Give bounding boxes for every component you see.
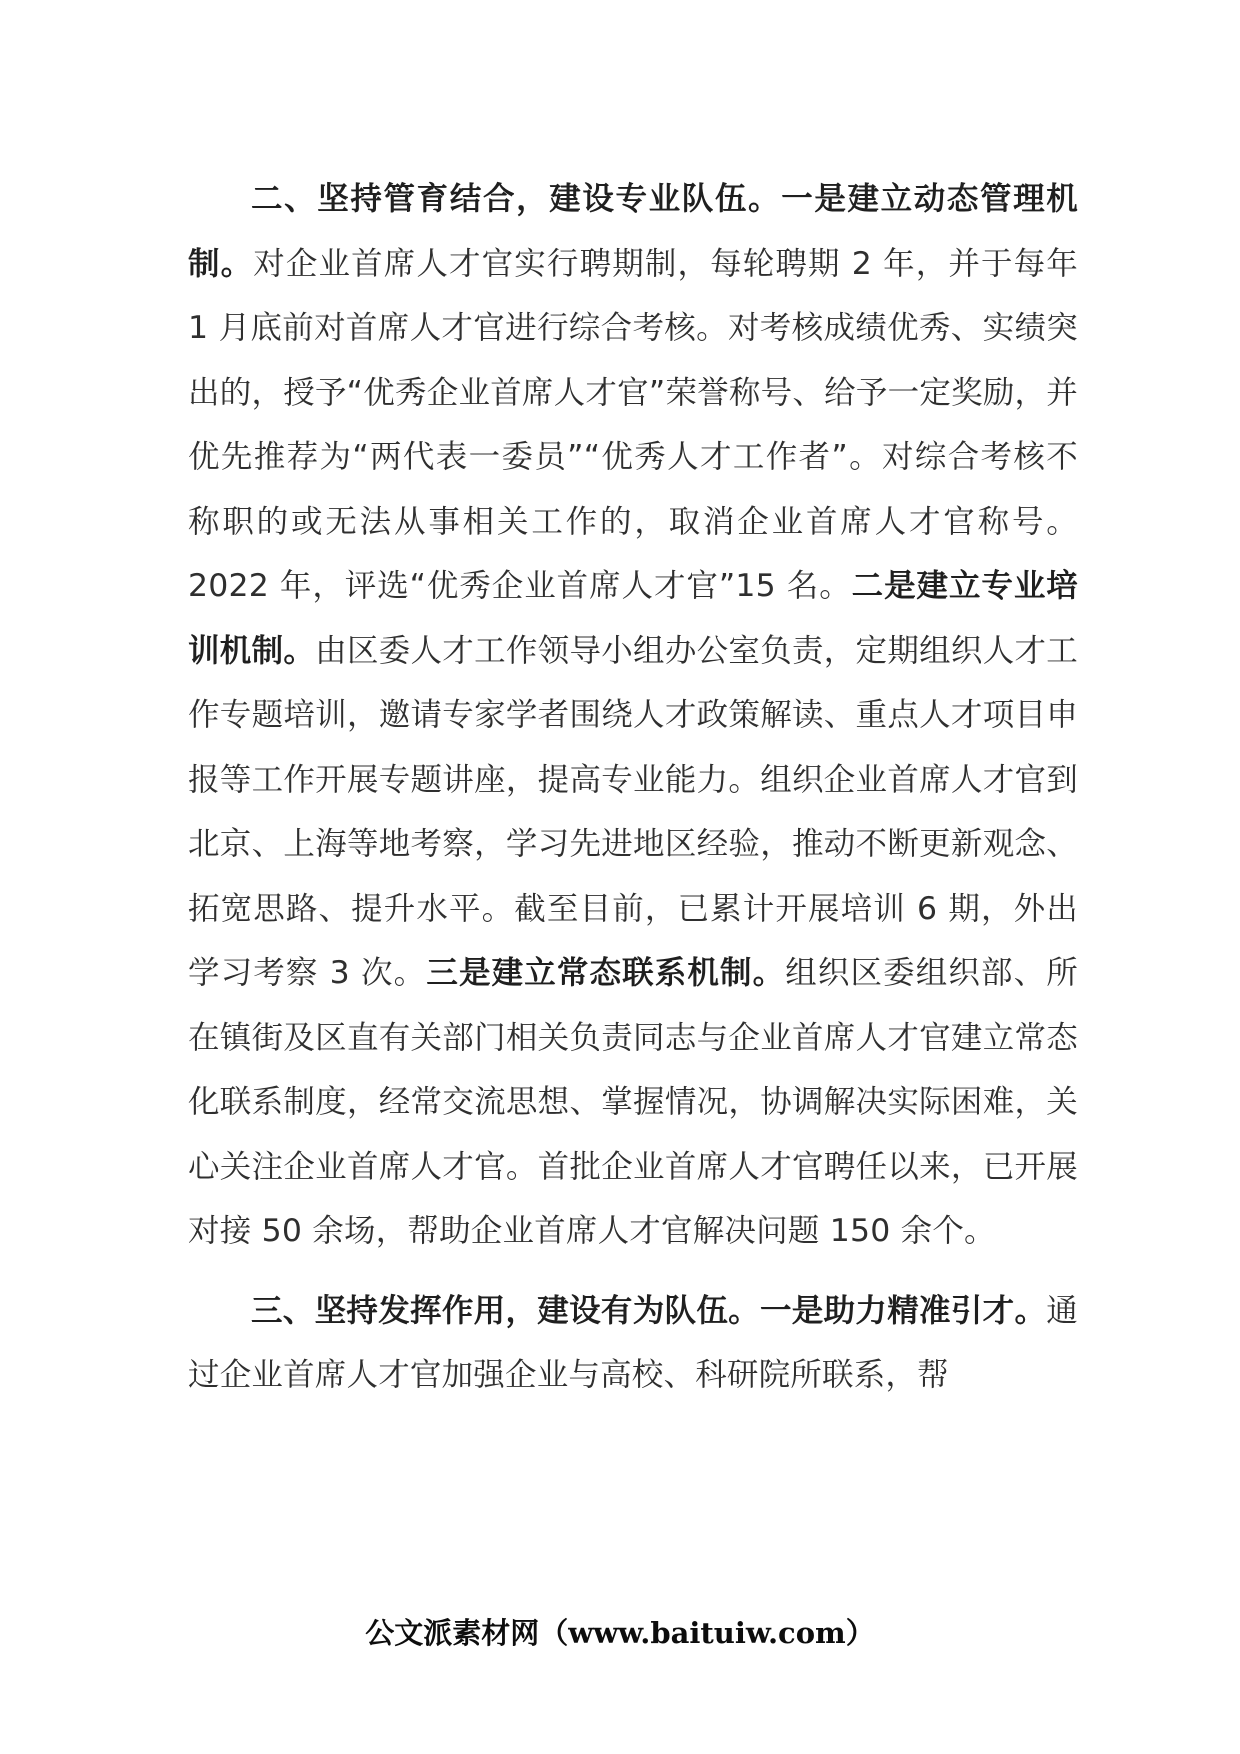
document-body bbox=[188, 167, 1078, 1408]
heading-section-three-run: 三、坚持发挥作用，建设有为队伍。一是助力精准引才。 bbox=[251, 1292, 1047, 1329]
body-text-run: 由区委人才工作领导小组办公室负责，定期组织人才工作专题培训，邀请专家学者围绕人才政策解读、重点人才项目申报等工作开展专题讲座，提高专业能力。组织企业首席人才官到北京、上海等地考察，学习先进地区经验，推动不断更新观念、拓宽思路、提升水平。截至目前，已累计开展培训 6 期，外出学习考察 3 次。 bbox=[188, 632, 1078, 991]
body-text-run: 组织区委组织部、所在镇街及区直有关部门相关负责同志与企业首席人才官建立常态化联系制度，经常交流思想、掌握情况，协调解决实际困难，关心关注企业首席人才官。首批企业首席人才官聘任以来，已开展对接 50 余场，帮助企业首席人才官解决问题 150 余个。 bbox=[188, 955, 1078, 1249]
paragraph-section-two bbox=[188, 167, 1078, 1264]
paragraph-section-three bbox=[188, 1279, 1078, 1408]
body-text-run: 通过企业首席人才官加强企业与高校、科研院所联系，帮 bbox=[188, 1292, 1078, 1393]
body-text-run: 对企业首席人才官实行聘期制，每轮聘期 2 年，并于每年 1 月底前对首席人才官进行综合考核。对考核成绩优秀、实绩突出的，授予“优秀企业首席人才官”荣誉称号、给予一定奖励，并优先推荐为“两代表一委员”“优秀人才工作者”。对综合考核不称职的或无法从事相关工作的，取消企业首席人才官称号。2022 年，评选“优秀企业首席人才官”15 名。 bbox=[188, 245, 1078, 604]
heading-section-two-run: 二、坚持管育结合，建设专业队伍。一是建立动态管理机制。 bbox=[188, 181, 1078, 282]
subheading-training-run: 二是建立专业培训机制。 bbox=[188, 568, 1078, 669]
footer-watermark: 公文派素材网（www.baituiw.com） bbox=[365, 1616, 875, 1650]
subheading-contact-run: 三是建立常态联系机制。 bbox=[426, 955, 786, 991]
